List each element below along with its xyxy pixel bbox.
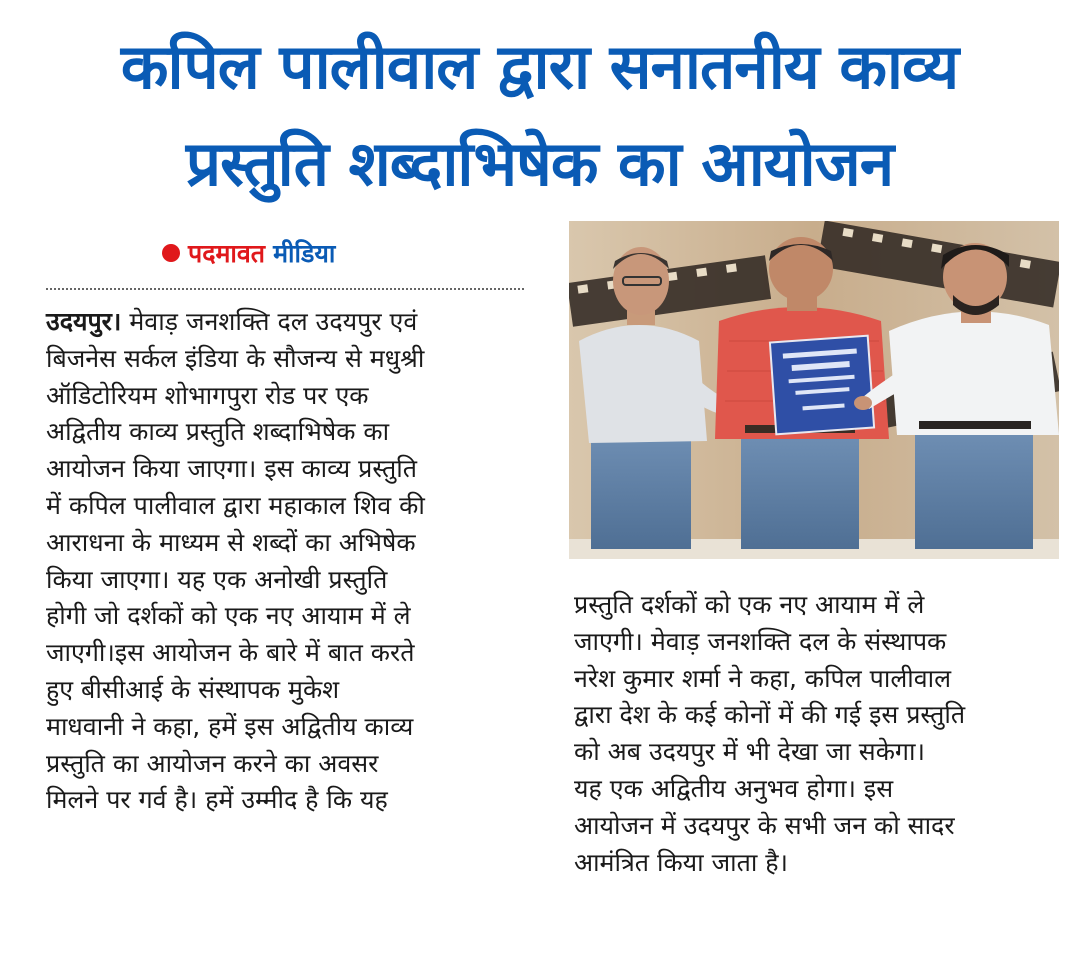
- article-line: प्रस्तुति दर्शकों को एक नए आयाम में ले: [574, 590, 925, 619]
- article-line: [46, 746, 526, 783]
- article-line-text: आराधना के माध्यम से शब्दों का अभिषेक: [46, 527, 416, 557]
- article-line: [46, 378, 526, 415]
- red-dot-icon: [162, 244, 180, 262]
- article-line: यह एक अद्वितीय अनुभव होगा। इस: [574, 773, 894, 803]
- article-line-text: जाएगी।इस आयोजन के बारे में बात करते: [46, 638, 415, 668]
- headline-line-1: कपिल पालीवाल द्वारा सनातनीय काव्य: [120, 30, 959, 103]
- byline-media: मीडिया: [273, 239, 336, 268]
- byline-padmavat: पदमावत: [188, 239, 266, 268]
- news-photo: [569, 221, 1059, 559]
- article-line: [46, 598, 526, 635]
- dateline: उदयपुर।: [46, 307, 122, 336]
- dotted-divider: [46, 288, 524, 290]
- article-line: आयोजन में उदयपुर के सभी जन को सादर: [574, 810, 955, 840]
- article-line: [46, 525, 526, 562]
- article-column-left: [46, 304, 526, 819]
- article-line-text: होगी जो दर्शकों को एक नए आयाम में ले: [46, 601, 411, 631]
- article-line-text: मेवाड़ जनशक्ति दल उदयपुर एवं: [129, 307, 418, 336]
- article-line-text: में कपिल पालीवाल द्वारा महाकाल शिव की: [46, 490, 425, 520]
- article-line: को अब उदयपुर में भी देखा जा सकेगा।: [574, 737, 925, 767]
- article-line: [46, 635, 526, 672]
- article-line: आमंत्रित किया जाता है।: [574, 847, 789, 877]
- article-line: जाएगी। मेवाड़ जनशक्ति दल के संस्थापक: [574, 626, 947, 656]
- article-line: [46, 782, 526, 819]
- article-line: [46, 672, 526, 709]
- article-line-text: हुए बीसीआई के संस्थापक मुकेश: [46, 674, 340, 704]
- article-line-text: प्रस्तुति का आयोजन करने का अवसर: [46, 748, 379, 778]
- article-column-right: [574, 587, 1060, 881]
- article-line-text: माधवानी ने कहा, हमें इस अद्वितीय काव्य: [46, 711, 414, 741]
- article-line: [46, 414, 526, 451]
- article-line: नरेश कुमार शर्मा ने कहा, कपिल पालीवाल: [574, 663, 952, 693]
- article-line: [46, 341, 526, 378]
- article-line-text: ऑडिटोरियम शोभागपुरा रोड पर एक: [46, 380, 369, 410]
- photo-three-men-holding-certificate: [569, 221, 1059, 559]
- article-line: [46, 709, 526, 746]
- byline: [162, 236, 335, 270]
- article-line: [46, 488, 526, 525]
- article-line: [46, 562, 526, 599]
- article-line-text: मिलने पर गर्व है। हमें उम्मीद है कि यह: [46, 785, 388, 815]
- article-line: [46, 451, 526, 488]
- headline-line-2: प्रस्तुति शब्दाभिषेक का आयोजन: [185, 127, 894, 200]
- article-line-text: किया जाएगा। यह एक अनोखी प्रस्तुति: [46, 564, 388, 594]
- article-line-text: अद्वितीय काव्य प्रस्तुति शब्दाभिषेक का: [46, 417, 390, 447]
- article-line-text: बिजनेस सर्कल इंडिया के सौजन्य से मधुश्री: [46, 343, 425, 373]
- article-line: द्वारा देश के कई कोनों में की गई इस प्रस्तुति: [574, 700, 966, 730]
- article-line: [46, 304, 526, 341]
- article-line-text: आयोजन किया जाएगा। इस काव्य प्रस्तुति: [46, 454, 418, 484]
